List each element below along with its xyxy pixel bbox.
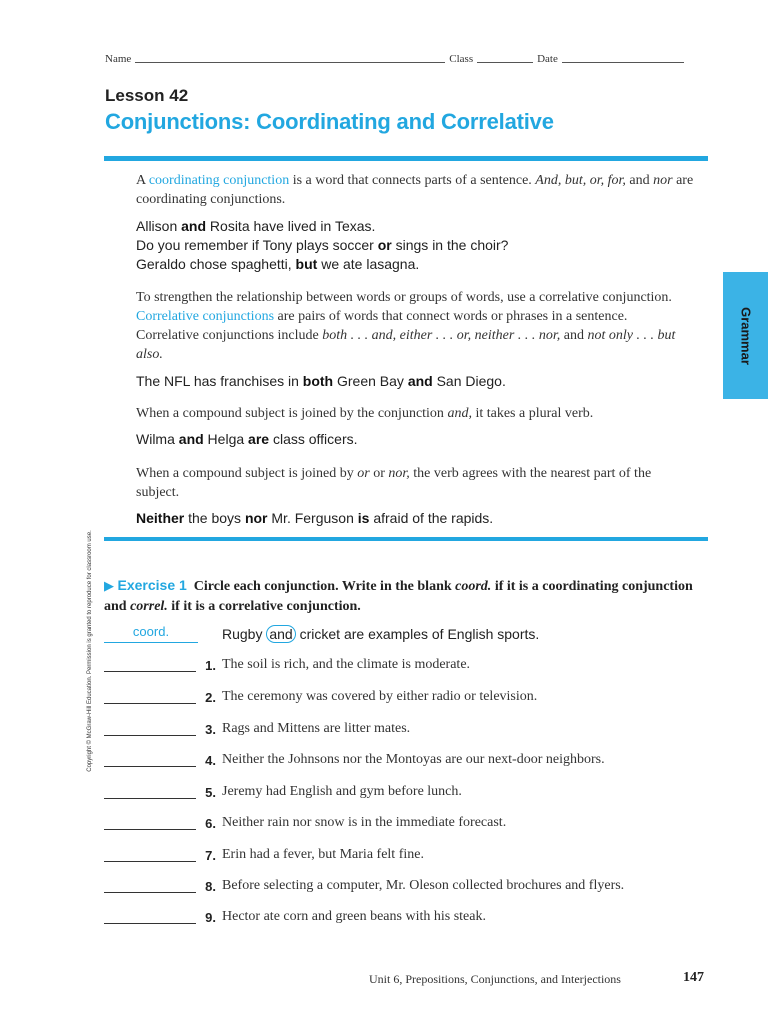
nearest-subject-rule: When a compound subject is joined by or or nor, the verb agrees with the nearest part of the subject. [136,466,652,500]
name-label: Name [105,53,132,65]
footer-unit-title: Unit 6, Prepositions, Conjunctions, and Interjections [369,972,621,986]
item-number: 3. [205,722,216,737]
answer-blank[interactable] [104,766,196,767]
example-sentence: Do you remember if Tony plays soccer or sings in the choir? [136,237,509,253]
class-label: Class [449,53,474,65]
item-sentence: Neither rain nor snow is in the immediate forecast. [222,815,507,830]
answer-blank[interactable] [104,798,196,799]
play-triangle-icon: ▶ [104,578,114,593]
exercise-instructions: ▶ Exercise 1 Circle each conjunction. Write in the blank coord. if it is a coordinating conjunction and correl. if it is a correlative conjunction. [104,577,693,614]
item-number: 1. [205,658,216,673]
answer-blank[interactable] [104,735,196,736]
item-number: 4. [205,753,216,768]
item-number: 2. [205,690,216,705]
name-blank[interactable] [135,62,445,63]
page-number: 147 [683,970,704,985]
correlative-definition: To strengthen the relationship between words or groups of words, use a correlative conjunction. Correlative conjunctions are pairs of words that connect words or phrases in a sentence. Correlative conjunctions include both . . . and, either . . . or, neither . . . nor, and not only . . . but also. [136,290,676,362]
coordinating-term: coordinating conjunction [148,173,290,188]
answer-blank[interactable] [104,671,196,672]
item-sentence: Jeremy had English and gym before lunch. [222,784,462,799]
item-sentence: The soil is rich, and the climate is moderate. [222,657,471,672]
item-sentence: Rags and Mittens are litter mates. [222,721,411,736]
answer-blank[interactable] [104,861,196,862]
item-number: 6. [205,816,216,831]
example-sentence: Neither the boys nor Mr. Ferguson is afraid of the rapids. [136,510,494,526]
date-label: Date [537,53,558,65]
lesson-number: Lesson 42 [105,86,189,105]
item-number: 8. [205,879,216,894]
sample-sentence: Rugby and cricket are examples of English sports. [222,626,540,642]
answer-blank[interactable] [104,829,196,830]
date-blank[interactable] [562,62,684,63]
side-tab-label: Grammar [738,306,753,365]
item-number: 5. [205,785,216,800]
lesson-title: Conjunctions: Coordinating and Correlative [105,109,554,134]
title-rule [104,156,708,161]
class-blank[interactable] [477,62,533,63]
item-sentence: The ceremony was covered by either radio or television. [222,689,538,704]
item-sentence: Erin had a fever, but Maria felt fine. [222,847,424,862]
exercise-label: Exercise 1 [117,577,187,593]
example-sentence: Allison and Rosita have lived in Texas. [136,218,376,234]
section-rule [104,537,708,541]
plural-verb-rule: When a compound subject is joined by the conjunction and, it takes a plural verb. [136,406,594,421]
item-number: 7. [205,848,216,863]
item-sentence: Neither the Johnsons nor the Montoyas are our next-door neighbors. [222,752,605,767]
item-sentence: Hector ate corn and green beans with his steak. [222,909,486,924]
correlative-term: Correlative conjunctions [136,309,275,324]
copyright-notice: Copyright © McGraw-Hill Education. Permission is granted to reproduce for classroom use. [87,530,93,772]
answer-blank[interactable] [104,923,196,924]
answer-blank[interactable] [104,892,196,893]
item-number: 9. [205,910,216,925]
item-sentence: Before selecting a computer, Mr. Oleson collected brochures and flyers. [222,878,625,893]
circled-conjunction: and [266,625,295,643]
answer-blank[interactable] [104,703,196,704]
example-sentence: The NFL has franchises in both Green Bay and San Diego. [136,373,506,389]
sample-answer: coord. [132,624,170,639]
coordinating-definition: A coordinating conjunction is a word that connects parts of a sentence. And, but, or, for, and nor are coordinating conjunctions. [136,173,694,207]
example-sentence: Wilma and Helga are class officers. [136,431,358,447]
grammar-side-tab [723,272,768,399]
student-header [105,49,709,65]
example-sentence: Geraldo chose spaghetti, but we ate lasagna. [136,256,420,272]
sample-answer-line [104,642,198,643]
